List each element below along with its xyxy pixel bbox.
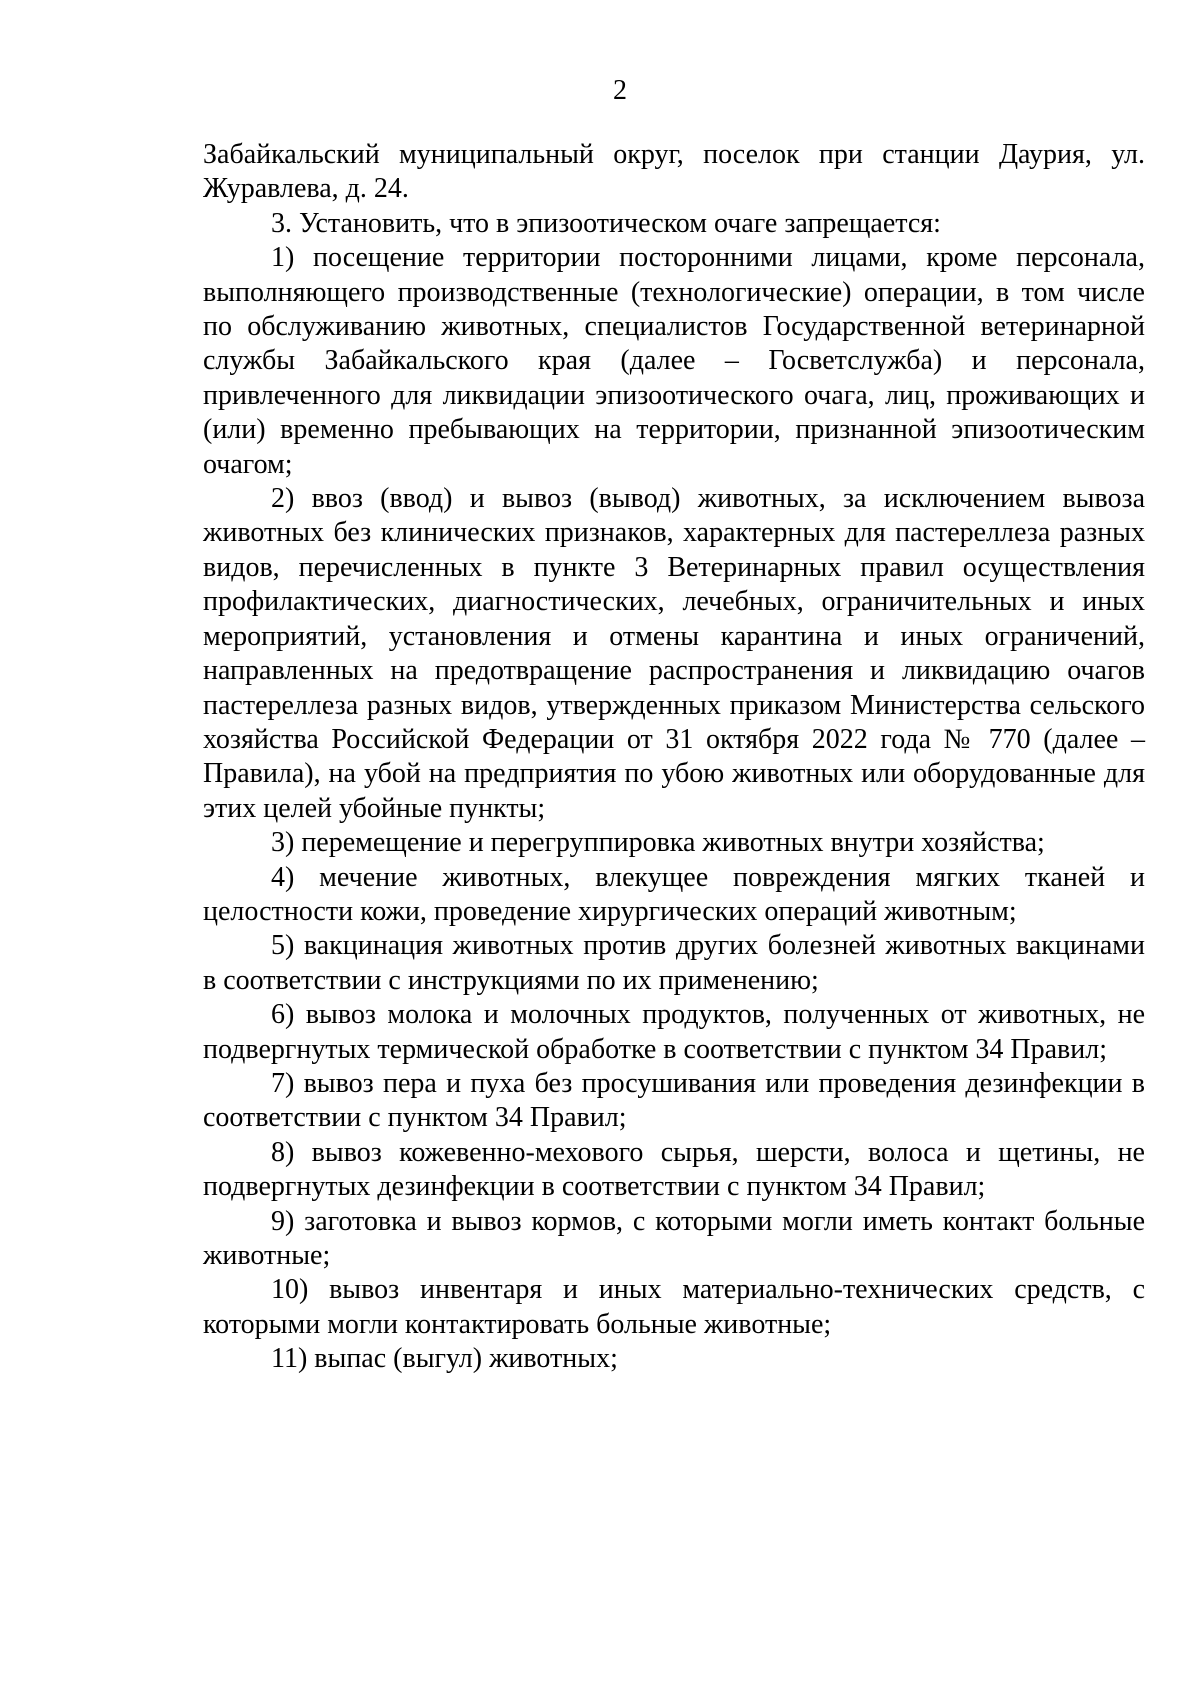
document-body	[203, 138, 1145, 1377]
paragraph-item-3: 3. Установить, что в эпизоотическом очаге запрещается:	[271, 207, 941, 239]
paragraph-prohibition-1: 1) посещение территории посторонними лицами, кроме персонала, выполняющего производственные (технологические) операции, в том числе по обслуживанию животных, специалистов Государственной ветеринарной службы Забайкальского края (далее – Госветслужба) и персонала, привлеченного для ликвидации эпизоотического очага, лиц, проживающих и (или) временно пребывающих на территории, признанной эпизоотическим очагом;	[203, 242, 1145, 480]
paragraph-prohibition-7: 7) вывоз пера и пуха без просушивания или проведения дезинфекции в соответствии с пунктом 34 Правил;	[203, 1067, 1145, 1134]
paragraph-prohibition-5: 5) вакцинация животных против других болезней животных вакцинами в соответствии с инструкциями по их применению;	[203, 930, 1145, 996]
paragraph-prohibition-4: 4) мечение животных, влекущее повреждения мягких тканей и целостности кожи, проведение хирургических операций животным;	[203, 861, 1145, 927]
paragraph-prohibition-3: 3) перемещение и перегруппировка животных внутри хозяйства;	[271, 827, 1045, 859]
paragraph-prohibition-2: 2) ввоз (ввод) и вывоз (вывод) животных, за исключением вывоза животных без клинических признаков, характерных для пастереллеза разных видов, перечисленных в пункте 3 Ветеринарных правил осуществления профилактических, диагностических, лечебных, ограничительных и иных мероприятий, установления и отмены карантина и иных ограничений, направленных на предотвращение распространения и ликвидацию очагов пастереллеза разных видов, утвержденных приказом Министерства сельского хозяйства Российской Федерации от 31 октября 2022 года № 770 (далее – Правила), на убой на предприятия по убою животных или оборудованные для этих целей убойные пункты;	[203, 483, 1145, 824]
paragraph-prohibition-6: 6) вывоз молока и молочных продуктов, полученных от животных, не подвергнутых термической обработке в соответствии с пунктом 34 Правил;	[203, 999, 1145, 1065]
paragraph-prohibition-9: 9) заготовка и вывоз кормов, с которыми могли иметь контакт больные животные;	[203, 1205, 1145, 1271]
paragraph-prohibition-8: 8) вывоз кожевенно-мехового сырья, шерсти, волоса и щетины, не подвергнутых дезинфекции в соответствии с пунктом 34 Правил;	[203, 1136, 1145, 1203]
paragraph-address-continuation: Забайкальский муниципальный округ, поселок при станции Даурия, ул. Журавлева, д. 24.	[203, 139, 1145, 205]
paragraph-prohibition-10: 10) вывоз инвентаря и иных материально-технических средств, с которыми могли контактировать больные животные;	[203, 1274, 1145, 1340]
paragraph-prohibition-11: 11) выпас (выгул) животных;	[271, 1343, 618, 1375]
page-number: 2	[613, 75, 627, 106]
